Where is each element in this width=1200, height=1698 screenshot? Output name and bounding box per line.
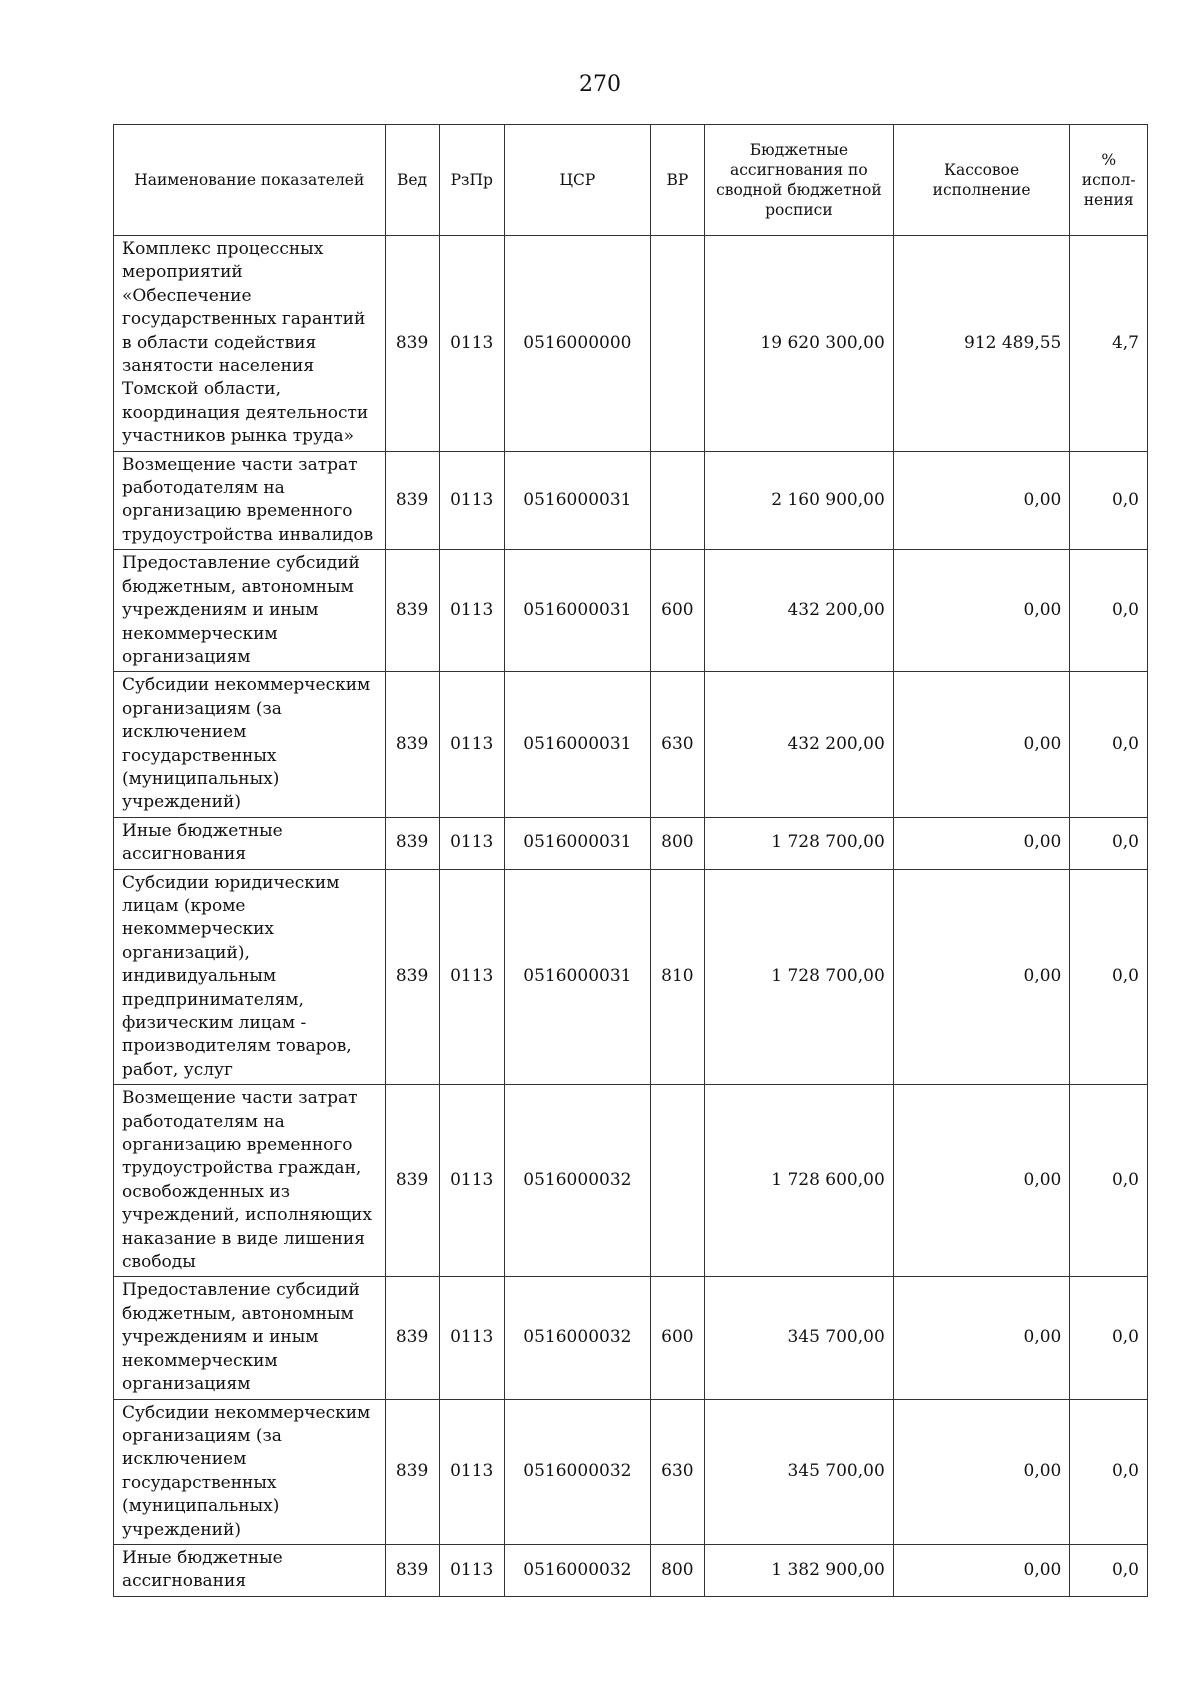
cell-cash: 0,00 <box>893 672 1070 817</box>
cell-percent: 0,0 <box>1070 869 1148 1085</box>
table-row <box>114 672 1148 817</box>
cell-csr: 0516000031 <box>504 869 650 1085</box>
cell-ved: 839 <box>385 236 439 452</box>
header-rzpr: РзПр <box>439 125 504 236</box>
cell-cash: 0,00 <box>893 869 1070 1085</box>
cell-ved: 839 <box>385 1544 439 1596</box>
cell-csr: 0516000032 <box>504 1399 650 1544</box>
cell-percent: 0,0 <box>1070 1399 1148 1544</box>
table-row <box>114 817 1148 869</box>
cell-percent: 0,0 <box>1070 817 1148 869</box>
cell-percent: 0,0 <box>1070 672 1148 817</box>
cell-ved: 839 <box>385 1277 439 1399</box>
table-row <box>114 1085 1148 1277</box>
cell-budget: 1 382 900,00 <box>704 1544 893 1596</box>
cell-csr: 0516000031 <box>504 550 650 672</box>
cell-ved: 839 <box>385 451 439 550</box>
table-row <box>114 550 1148 672</box>
cell-name: Предоставление субсидий бюджетным, автономным учреждениям и иным некоммерческим организациям <box>114 550 386 672</box>
header-name: Наименование показателей <box>114 125 386 236</box>
cell-ved: 839 <box>385 1399 439 1544</box>
cell-name: Субсидии некоммерческим организациям (за исключением государственных (муниципальных) учреждений) <box>114 672 386 817</box>
cell-vr <box>650 451 704 550</box>
cell-percent: 0,0 <box>1070 1085 1148 1277</box>
cell-rzpr: 0113 <box>439 817 504 869</box>
cell-budget: 432 200,00 <box>704 672 893 817</box>
cell-vr: 600 <box>650 550 704 672</box>
cell-ved: 839 <box>385 869 439 1085</box>
cell-csr: 0516000031 <box>504 451 650 550</box>
cell-rzpr: 0113 <box>439 236 504 452</box>
cell-ved: 839 <box>385 817 439 869</box>
cell-cash: 0,00 <box>893 550 1070 672</box>
table-header-row <box>114 125 1148 236</box>
cell-percent: 0,0 <box>1070 1277 1148 1399</box>
cell-name: Иные бюджетные ассигнования <box>114 1544 386 1596</box>
cell-csr: 0516000032 <box>504 1085 650 1277</box>
cell-vr: 630 <box>650 1399 704 1544</box>
cell-name: Субсидии юридическим лицам (кроме некоммерческих организаций), индивидуальным предпринимателям, физическим лицам - производителям товаров, работ, услуг <box>114 869 386 1085</box>
cell-vr: 600 <box>650 1277 704 1399</box>
cell-csr: 0516000031 <box>504 817 650 869</box>
cell-csr: 0516000031 <box>504 672 650 817</box>
cell-rzpr: 0113 <box>439 1085 504 1277</box>
table-row <box>114 869 1148 1085</box>
header-budget: Бюджетные ассигнования по сводной бюджетной росписи <box>704 125 893 236</box>
cell-rzpr: 0113 <box>439 1544 504 1596</box>
cell-name: Субсидии некоммерческим организациям (за исключением государственных (муниципальных) учреждений) <box>114 1399 386 1544</box>
page-number: 270 <box>579 72 621 97</box>
table-row <box>114 236 1148 452</box>
table-row <box>114 1544 1148 1596</box>
cell-cash: 0,00 <box>893 451 1070 550</box>
cell-budget: 2 160 900,00 <box>704 451 893 550</box>
table-row <box>114 451 1148 550</box>
cell-cash: 0,00 <box>893 1399 1070 1544</box>
cell-vr: 630 <box>650 672 704 817</box>
header-cash: Кассовое исполнение <box>893 125 1070 236</box>
cell-rzpr: 0113 <box>439 451 504 550</box>
cell-budget: 432 200,00 <box>704 550 893 672</box>
budget-execution-table <box>113 124 1148 1597</box>
header-ved: Вед <box>385 125 439 236</box>
table-row <box>114 1399 1148 1544</box>
cell-percent: 0,0 <box>1070 451 1148 550</box>
header-csr: ЦСР <box>504 125 650 236</box>
cell-budget: 345 700,00 <box>704 1277 893 1399</box>
cell-cash: 0,00 <box>893 1544 1070 1596</box>
cell-percent: 0,0 <box>1070 1544 1148 1596</box>
cell-name: Предоставление субсидий бюджетным, автономным учреждениям и иным некоммерческим организациям <box>114 1277 386 1399</box>
cell-csr: 0516000000 <box>504 236 650 452</box>
cell-percent: 4,7 <box>1070 236 1148 452</box>
cell-vr: 800 <box>650 817 704 869</box>
cell-percent: 0,0 <box>1070 550 1148 672</box>
cell-rzpr: 0113 <box>439 869 504 1085</box>
cell-vr <box>650 236 704 452</box>
cell-cash: 0,00 <box>893 1085 1070 1277</box>
cell-csr: 0516000032 <box>504 1277 650 1399</box>
cell-rzpr: 0113 <box>439 1399 504 1544</box>
cell-rzpr: 0113 <box>439 1277 504 1399</box>
cell-budget: 1 728 700,00 <box>704 817 893 869</box>
cell-ved: 839 <box>385 672 439 817</box>
cell-vr: 800 <box>650 1544 704 1596</box>
cell-ved: 839 <box>385 1085 439 1277</box>
cell-cash: 0,00 <box>893 817 1070 869</box>
header-percent: % испол-нения <box>1070 125 1148 236</box>
cell-csr: 0516000032 <box>504 1544 650 1596</box>
cell-name: Иные бюджетные ассигнования <box>114 817 386 869</box>
cell-budget: 345 700,00 <box>704 1399 893 1544</box>
cell-vr <box>650 1085 704 1277</box>
cell-name: Возмещение части затрат работодателям на организацию временного трудоустройства инвалидов <box>114 451 386 550</box>
cell-name: Комплекс процессных мероприятий «Обеспечение государственных гарантий в области содействия занятости населения Томской области, координация деятельности участников рынка труда» <box>114 236 386 452</box>
cell-rzpr: 0113 <box>439 672 504 817</box>
cell-ved: 839 <box>385 550 439 672</box>
cell-budget: 19 620 300,00 <box>704 236 893 452</box>
table-row <box>114 1277 1148 1399</box>
cell-name: Возмещение части затрат работодателям на организацию временного трудоустройства граждан, освобожденных из учреждений, исполняющих наказание в виде лишения свободы <box>114 1085 386 1277</box>
header-vr: ВР <box>650 125 704 236</box>
cell-cash: 912 489,55 <box>893 236 1070 452</box>
cell-budget: 1 728 600,00 <box>704 1085 893 1277</box>
cell-cash: 0,00 <box>893 1277 1070 1399</box>
cell-budget: 1 728 700,00 <box>704 869 893 1085</box>
cell-vr: 810 <box>650 869 704 1085</box>
cell-rzpr: 0113 <box>439 550 504 672</box>
